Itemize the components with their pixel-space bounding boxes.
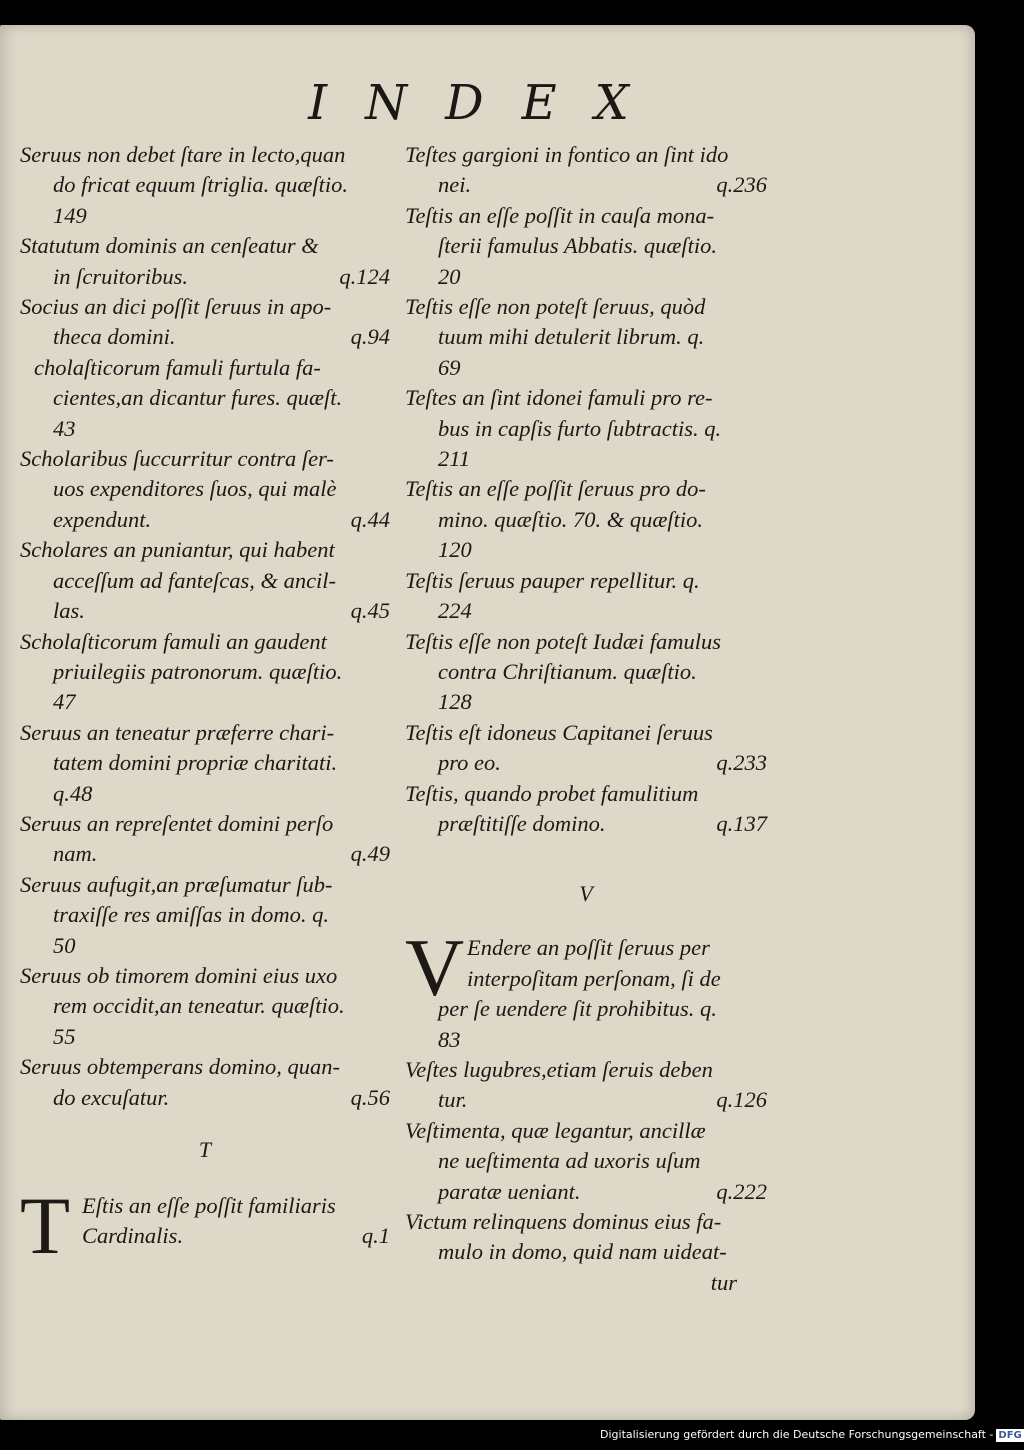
index-line: Teſtis eſſe non poteſt ſeruus, quòd: [405, 294, 706, 320]
section-letter-v: V: [579, 881, 593, 907]
index-entry: [405, 1116, 767, 1207]
index-line: traxiſſe res amiſſas in domo. q.: [53, 902, 330, 928]
question-ref: q.233: [716, 750, 767, 776]
question-ref: q.45: [350, 598, 390, 624]
index-line: Scholaribus ſuccurritur contra ſer-: [20, 446, 334, 472]
index-entry: [20, 231, 390, 292]
question-ref: q.94: [350, 324, 390, 350]
index-line: acceſſum ad fanteſcas, & ancil-: [53, 567, 337, 593]
index-line: bus in capſis furto ſubtractis. q.: [438, 415, 722, 441]
index-line: contra Chriſtianum. quæſtio.: [438, 658, 697, 684]
index-line-text: præſtitiſſe domino.: [438, 810, 606, 836]
index-line: tatem domini propriæ charitati.: [53, 750, 338, 776]
index-line-with-ref: [20, 505, 390, 535]
index-entry: [405, 140, 767, 201]
index-line-text: nam.: [53, 841, 98, 867]
index-line: Teſtes gargioni in fontico an ſint ido: [405, 142, 729, 167]
index-line: Seruus non debet ſtare in lecto,quan: [20, 142, 346, 167]
index-line: Teſtes an ſint idonei famuli pro re-: [405, 385, 713, 411]
question-ref: q.222: [716, 1178, 767, 1204]
left-column: [20, 140, 390, 1271]
index-line: 83: [438, 1026, 461, 1052]
index-line: Veſtes lugubres,etiam ſeruis deben: [405, 1056, 713, 1082]
index-line-with-ref: [405, 170, 767, 200]
index-entry: [405, 627, 767, 718]
index-line: 20: [438, 263, 461, 289]
index-entry: [20, 627, 390, 718]
index-line: Teſtis an eſſe poſſit ſeruus pro do-: [405, 476, 706, 502]
index-line: Seruus an teneatur præferre chari-: [20, 719, 335, 745]
index-line: Veſtimenta, quæ legantur, ancillæ: [405, 1117, 706, 1143]
index-line: 69: [438, 354, 461, 380]
index-line: per ſe uendere ſit prohibitus. q.: [438, 996, 717, 1022]
index-line-with-ref: [20, 322, 390, 352]
index-line-with-ref: [20, 262, 390, 292]
index-line: 47: [53, 689, 76, 715]
index-line: 55: [53, 1023, 76, 1049]
index-line-with-ref: [405, 1085, 767, 1115]
question-ref: q.236: [716, 172, 767, 198]
section-v-entry: [405, 922, 767, 1055]
index-line: 224: [438, 598, 472, 624]
index-line: Teſtis eſſe non poteſt Iudæi famulus: [405, 628, 722, 654]
catchword: tur: [710, 1269, 737, 1295]
index-line-with-ref: [405, 1177, 767, 1207]
dropcap-t: T: [20, 1180, 71, 1271]
index-line: 43: [53, 415, 76, 441]
credit-text: Digitalisierung gefördert durch die Deutsche Forschungsgemeinschaft -: [600, 1428, 994, 1441]
right-column: [405, 140, 767, 1298]
question-ref: q.56: [350, 1084, 390, 1110]
index-line-text: theca domini.: [53, 324, 176, 350]
question-ref: q.44: [350, 506, 390, 532]
index-line: Eſtis an eſſe poſſit familiaris: [82, 1193, 336, 1218]
index-line: mino. quæſtio. 70. & quæſtio.: [438, 506, 704, 532]
index-line-with-ref: [20, 596, 390, 626]
index-entry: [405, 292, 767, 383]
index-entry: [405, 383, 767, 474]
index-line: Seruus an repreſentet domini perſo: [20, 810, 334, 836]
index-line-text: Cardinalis.: [82, 1223, 184, 1249]
index-entry: [405, 1055, 767, 1116]
index-entry: [20, 444, 390, 535]
index-line: q.48: [53, 780, 93, 806]
page-title: INDEX: [308, 75, 667, 131]
index-entry: [20, 718, 390, 809]
index-entry: [20, 140, 390, 231]
index-entry: [405, 566, 767, 627]
index-entry: [20, 1052, 390, 1113]
index-entry: [405, 474, 767, 565]
index-line: ſterii famulus Abbatis. quæſtio.: [438, 233, 717, 259]
index-line: Teſtis eſt idoneus Capitanei ſeruus: [405, 719, 713, 745]
index-entry: [20, 961, 390, 1052]
index-entry: [20, 292, 390, 353]
index-line: Teſtis an eſſe poſſit in cauſa mona-: [405, 202, 715, 228]
index-line-text: expendunt.: [53, 506, 152, 532]
index-line: priuilegiis patronorum. quæſtio.: [53, 658, 343, 684]
index-line-text: nei.: [438, 172, 472, 198]
index-line: 128: [438, 689, 472, 715]
index-line: Seruus ob timorem domini eius uxo: [20, 962, 338, 988]
index-line-with-ref: [20, 839, 390, 869]
question-ref: q.1: [361, 1223, 390, 1249]
dfg-logo: DFG: [998, 1429, 1022, 1441]
question-ref: q.126: [716, 1087, 767, 1113]
index-line: Seruus aufugit,an præſumatur ſub-: [20, 871, 333, 897]
index-entry: [405, 1207, 767, 1268]
index-line: 120: [438, 537, 472, 563]
index-line: 50: [53, 932, 76, 958]
index-line: cientes,an dicantur fures. quæſt.: [53, 385, 343, 411]
index-line-with-ref: [20, 1083, 390, 1113]
index-line: Teſtis ſeruus pauper repellitur. q.: [405, 567, 700, 593]
index-line: 149: [53, 202, 87, 228]
index-line-with-ref: [405, 748, 767, 778]
index-entry: [20, 870, 390, 961]
index-line: Endere an poſſit ſeruus per: [467, 935, 710, 961]
index-line: Statutum dominis an cenſeatur &: [20, 233, 319, 259]
index-line: Scholaſticorum famuli an gaudent: [20, 628, 327, 654]
index-entry: [20, 809, 390, 870]
index-line-text: paratæ ueniant.: [438, 1178, 581, 1204]
index-line-text: tur.: [438, 1087, 468, 1113]
index-line: 211: [438, 446, 471, 472]
question-ref: q.124: [339, 263, 390, 289]
question-ref: q.49: [350, 841, 390, 867]
index-line: interpoſitam perſonam, ſi de: [467, 965, 721, 991]
index-line: uos expenditores ſuos, qui malè: [53, 476, 337, 502]
index-line-text: pro eo.: [438, 750, 501, 776]
index-line: mulo in domo, quid nam uideat-: [438, 1239, 727, 1265]
index-line: Scholares an puniantur, qui habent: [20, 537, 335, 563]
index-line: Seruus obtemperans domino, quan-: [20, 1054, 340, 1080]
index-line: Socius an dici poſſit ſeruus in apo-: [20, 294, 332, 320]
index-line-with-ref: [405, 809, 767, 839]
index-line: rem occidit,an teneatur. quæſtio.: [53, 993, 345, 1019]
section-letter-t: T: [198, 1137, 212, 1162]
index-line-with-ref: [20, 1221, 390, 1251]
index-line: tuum mihi detulerit librum. q.: [438, 324, 705, 350]
index-line: cholaſticorum famuli furtula fa-: [34, 354, 321, 380]
index-line: Teſtis, quando probet famulitium: [405, 780, 699, 806]
index-line-text: las.: [53, 598, 85, 624]
dropcap-v: V: [405, 922, 465, 1014]
digitization-credit: [600, 1425, 1022, 1445]
index-entry: [20, 535, 390, 626]
index-entry: [405, 201, 767, 292]
index-line: ne ueſtimenta ad uxoris uſum: [438, 1148, 701, 1174]
section-t-entry: [20, 1180, 390, 1271]
index-entry: [20, 353, 390, 444]
index-entry: [405, 779, 767, 840]
question-ref: q.137: [716, 810, 767, 836]
index-line-text: do excuſatur.: [53, 1084, 170, 1110]
index-entry: [405, 718, 767, 779]
index-line: Victum relinquens dominus eius fa-: [405, 1209, 722, 1234]
index-line: do fricat equum ſtriglia. quæſtio.: [53, 172, 349, 198]
index-line-text: in ſcruitoribus.: [53, 263, 189, 289]
